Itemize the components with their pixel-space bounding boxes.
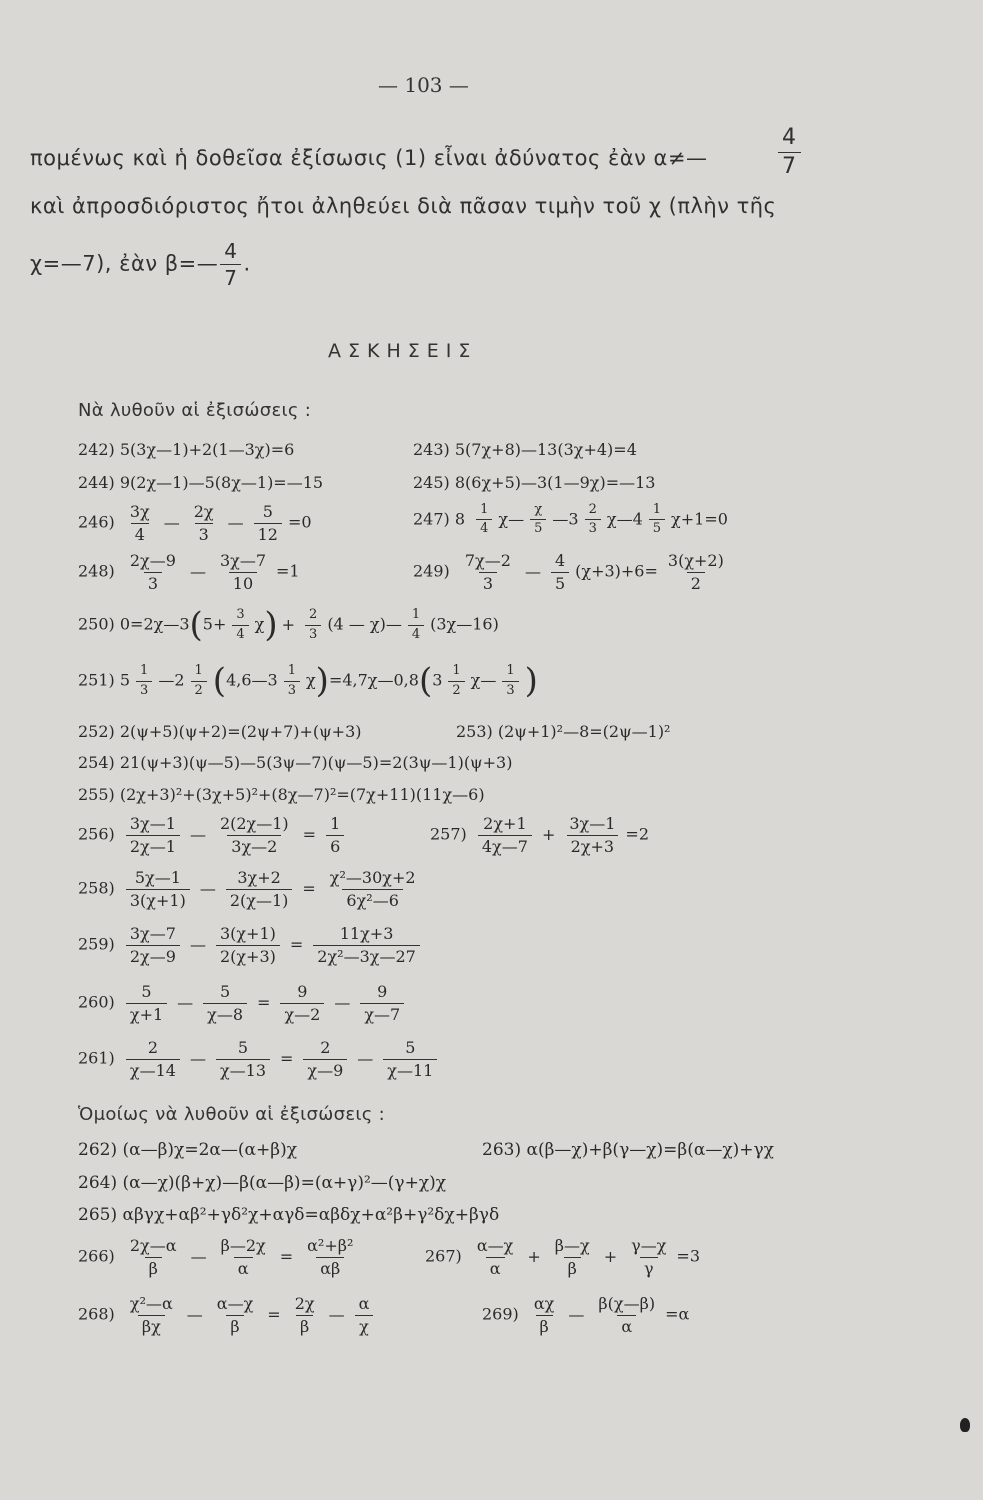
operator: — (189, 824, 206, 844)
exercise-268 (78, 1295, 379, 1335)
intro-line-3-text: χ=—7), ἐὰν β=— (30, 251, 219, 276)
denominator: χ (355, 1315, 373, 1336)
numerator: 5 (237, 1038, 249, 1057)
numerator: 4 (554, 551, 566, 570)
denominator: 3(χ+1) (126, 889, 190, 910)
numerator: 9 (377, 982, 388, 1001)
denominator: αβ (316, 1257, 344, 1278)
term: —3 (552, 509, 579, 529)
numerator: 3(χ+2) (667, 551, 724, 570)
numerator: 2 (588, 502, 597, 517)
denominator: χ—8 (203, 1003, 247, 1024)
paren: ) (315, 661, 329, 701)
denominator: 2 (448, 681, 464, 698)
operator: — (190, 1246, 207, 1266)
numerator: β(χ—β) (598, 1294, 656, 1313)
denominator: 3 (195, 523, 213, 544)
denominator: 12 (254, 523, 282, 544)
numerator: α—χ (216, 1294, 254, 1313)
numerator: 2 (147, 1038, 158, 1057)
term: χ—4 (606, 509, 643, 529)
intro-fraction-1 (772, 126, 807, 179)
exercise-264: 264) (α—χ)(β+χ)—β(α—β)=(α+γ)²—(γ+χ)χ (78, 1173, 447, 1193)
denominator: 2χ+3 (567, 835, 618, 856)
ink-mark (960, 1418, 970, 1432)
exercise-260 (78, 983, 410, 1023)
numerator: 5 (220, 982, 231, 1001)
operator: + (281, 614, 296, 634)
term: χ— (470, 670, 497, 690)
numerator: 1 (411, 607, 421, 623)
exercise-257 (430, 815, 649, 855)
exercise-259 (78, 925, 426, 965)
exercise-255: 255) (2χ+3)²+(3χ+5)²+(8χ—7)²=(7χ+11)(11χ—6) (78, 785, 485, 804)
exercise-246 (78, 503, 312, 543)
numerator: αχ (533, 1294, 555, 1313)
term: =4,7χ—0,8 (328, 670, 419, 690)
denominator: χ—14 (126, 1059, 180, 1080)
numerator: 7χ—2 (464, 551, 511, 570)
numerator: 3χ—1 (569, 814, 616, 833)
numerator: 1 (330, 814, 341, 833)
exercise-251 (78, 661, 538, 701)
numerator: 3 (236, 607, 245, 623)
operator: = (289, 934, 304, 954)
denominator: 2χ²—3χ—27 (313, 945, 420, 966)
numerator: 2χ (294, 1294, 315, 1313)
operator: = (302, 824, 317, 844)
term: χ— (498, 509, 525, 529)
denominator: 3 (585, 519, 601, 536)
denominator: 5 (530, 519, 546, 536)
exercise-label: 256) (78, 824, 115, 844)
denominator: β (296, 1315, 313, 1336)
numerator: 5χ—1 (134, 868, 181, 887)
operator: — (163, 512, 180, 532)
numerator: 1 (140, 663, 149, 679)
numerator: 2χ—9 (129, 551, 176, 570)
denominator: 2 (687, 572, 705, 593)
denominator: χ—7 (360, 1003, 404, 1024)
intro-fraction-2-num: 4 (224, 239, 238, 263)
intro-fraction-2-den: 7 (220, 264, 241, 289)
denominator: χ—2 (280, 1003, 324, 1024)
intro-line-3-period: . (243, 251, 251, 276)
denominator: 3χ—2 (227, 835, 281, 856)
operator: — (177, 992, 194, 1012)
operator: + (603, 1246, 618, 1266)
denominator: 3 (144, 572, 162, 593)
numerator: 2 (320, 1038, 331, 1057)
instruction-1: Νὰ λυθοῦν αἱ ἐξισώσεις : (78, 400, 312, 421)
operator: + (541, 824, 556, 844)
term: 3 (432, 670, 443, 690)
exercise-254: 254) 21(ψ+3)(ψ—5)—5(3ψ—7)(ψ—5)=2(3ψ—1)(ψ+3) (78, 753, 513, 772)
term: χ (305, 670, 316, 690)
exercise-253: 253) (2ψ+1)²—8=(2ψ—1)² (456, 722, 671, 741)
operator: = (302, 878, 316, 898)
denominator: 4χ—7 (478, 835, 532, 856)
exercise-label: 268) (78, 1304, 115, 1324)
intro-fraction-1-den: 7 (778, 152, 801, 179)
denominator: 3 (284, 681, 300, 698)
denominator: 3 (502, 681, 518, 698)
numerator: 2χ (193, 502, 214, 521)
numerator: 2χ+1 (483, 814, 527, 833)
operator: — (189, 1048, 206, 1068)
denominator: α (234, 1257, 253, 1278)
denominator: 2χ—9 (126, 945, 180, 966)
intro-line-3 (30, 240, 251, 289)
exercise-261 (78, 1039, 443, 1079)
denominator: 4 (131, 523, 149, 544)
denominator: χ—9 (303, 1059, 347, 1080)
equation-tail: =2 (625, 824, 649, 844)
numerator: 1 (287, 663, 296, 679)
exercise-263: 263) α(β—χ)+β(γ—χ)=β(α—χ)+γχ (482, 1140, 774, 1160)
numerator: α (358, 1294, 370, 1313)
denominator: 4 (476, 519, 492, 536)
instruction-2: Ὁμοίως νὰ λυθοῦν αἱ ἐξισώσεις : (78, 1104, 386, 1125)
operator: — (227, 512, 244, 532)
denominator: 2(χ+3) (216, 945, 280, 966)
denominator: 3 (305, 625, 321, 642)
section-heading: ΑΣΚΗΣΕΙΣ (328, 340, 478, 362)
denominator: 3 (136, 681, 152, 698)
exercise-label: 250) 0=2χ—3 (78, 614, 190, 634)
exercise-label: 261) (78, 1048, 115, 1068)
exercise-249 (413, 552, 734, 592)
operator: — (357, 1048, 374, 1068)
exercise-label: 267) (425, 1246, 462, 1266)
denominator: χ—11 (383, 1059, 437, 1080)
exercise-label: 269) (482, 1304, 519, 1324)
exercise-label: 259) (78, 934, 115, 954)
denominator: 5 (649, 519, 665, 536)
exercise-267 (425, 1237, 700, 1277)
exercise-label: 251) 5 (78, 670, 131, 690)
numerator: γ—χ (631, 1236, 667, 1255)
denominator: 4 (408, 625, 424, 642)
numerator: 11χ+3 (339, 924, 394, 943)
exercise-247 (413, 503, 728, 537)
paren: ) (264, 605, 278, 645)
intro-line-2: καὶ ἀπροσδιόριστος ἤτοι ἀληθεύει διὰ πᾶσαν τιμὴν τοῦ χ (πλὴν τῆς (30, 194, 777, 218)
numerator: 9 (297, 982, 308, 1001)
term: (4 — χ)— (327, 614, 402, 634)
numerator: χ²—30χ+2 (329, 868, 416, 887)
exercise-266 (78, 1237, 363, 1277)
term: —2 (158, 670, 185, 690)
numerator: 1 (506, 663, 515, 679)
numerator: 1 (652, 502, 662, 517)
numerator: 5 (405, 1038, 416, 1057)
term: χ (254, 614, 265, 634)
term: (χ+3)+6= (575, 561, 658, 581)
equation-tail: =α (665, 1304, 690, 1324)
operator: = (257, 992, 271, 1012)
page-number: — 103 — (378, 73, 469, 97)
numerator: 3χ—1 (129, 814, 176, 833)
denominator: 2(χ—1) (226, 889, 293, 910)
denominator: β (536, 1315, 553, 1336)
exercise-262: 262) (α—β)χ=2α—(α+β)χ (78, 1140, 298, 1160)
operator: = (279, 1246, 294, 1266)
operator: — (189, 934, 206, 954)
numerator: 3(χ+1) (219, 924, 276, 943)
operator: — (328, 1304, 345, 1324)
exercise-248 (78, 552, 300, 592)
numerator: 1 (194, 663, 203, 679)
operator: + (527, 1246, 541, 1266)
numerator: 2 (309, 607, 318, 623)
operator: — (189, 561, 206, 581)
denominator: βχ (138, 1315, 165, 1336)
numerator: χ (534, 502, 543, 517)
term: 5+ (202, 614, 227, 634)
numerator: 1 (452, 663, 461, 679)
equation-tail: χ+1=0 (671, 509, 728, 529)
paren: ) (524, 661, 538, 701)
exercise-label: 246) (78, 512, 115, 532)
denominator: β (145, 1257, 162, 1278)
operator: — (524, 561, 541, 581)
denominator: 2χ—1 (126, 835, 180, 856)
denominator: 2 (191, 681, 207, 698)
numerator: α²+β² (307, 1236, 354, 1255)
denominator: 6 (326, 835, 344, 856)
operator: — (186, 1304, 203, 1324)
denominator: χ+1 (126, 1003, 167, 1024)
exercise-245: 245) 8(6χ+5)—3(1—9χ)=—13 (413, 473, 656, 492)
denominator: γ (640, 1257, 658, 1278)
equation-tail: =3 (676, 1246, 700, 1266)
operator: = (267, 1304, 281, 1324)
exercise-252: 252) 2(ψ+5)(ψ+2)=(2ψ+7)+(ψ+3) (78, 722, 362, 741)
numerator: 5 (262, 502, 273, 521)
intro-line-1 (30, 146, 708, 170)
term: (3χ—16) (430, 614, 499, 634)
numerator: 2(2χ—1) (219, 814, 289, 833)
intro-line-1-text: πομένως καὶ ἡ δοθεῖσα ἐξίσωσις (1) εἶναι ἀδύνατος ἐὰν α (30, 146, 668, 170)
exercise-244: 244) 9(2χ—1)—5(8χ—1)=—15 (78, 473, 324, 492)
numerator: α—χ (476, 1236, 514, 1255)
denominator: 10 (229, 572, 257, 593)
operator: = (280, 1048, 294, 1068)
exercise-265: 265) αβγχ+αβ²+γδ²χ+αγδ=αβδχ+α²β+γ²δχ+βγδ (78, 1205, 500, 1225)
numerator: 3χ—7 (129, 924, 176, 943)
numerator: 1 (480, 502, 489, 517)
denominator: χ—13 (216, 1059, 270, 1080)
numerator: β—χ (554, 1236, 590, 1255)
paren: ( (189, 605, 203, 645)
denominator: 5 (551, 572, 569, 593)
denominator: β (564, 1257, 581, 1278)
operator: — (199, 878, 216, 898)
operator: — (334, 992, 351, 1012)
paren: ( (418, 661, 433, 701)
equation-tail: =0 (287, 512, 312, 532)
numerator: 3χ+2 (237, 868, 281, 887)
denominator: α (617, 1315, 636, 1336)
operator: — (568, 1304, 585, 1324)
exercise-label: 260) (78, 992, 115, 1012)
exercise-250 (78, 605, 499, 645)
intro-fraction-1-num: 4 (782, 125, 797, 150)
exercise-256 (78, 815, 350, 855)
exercise-label: 247) 8 (413, 509, 466, 529)
exercise-label: 248) (78, 561, 115, 581)
exercise-label: 258) (78, 878, 115, 898)
exercise-label: 257) (430, 824, 467, 844)
term: 4,6—3 (226, 670, 278, 690)
exercise-label: 266) (78, 1246, 115, 1266)
denominator: 6χ²—6 (342, 889, 402, 910)
numerator: 3χ—7 (219, 551, 266, 570)
equation-tail: =1 (276, 561, 300, 581)
exercise-242: 242) 5(3χ—1)+2(1—3χ)=6 (78, 440, 295, 459)
numerator: 2χ—α (129, 1236, 177, 1255)
exercise-label: 249) (413, 561, 450, 581)
numerator: β—2χ (220, 1236, 266, 1255)
exercise-269 (482, 1295, 689, 1335)
numerator: 3χ (129, 502, 150, 521)
denominator: 4 (232, 625, 248, 642)
exercise-243: 243) 5(7χ+8)—13(3χ+4)=4 (413, 440, 637, 459)
exercise-258 (78, 869, 426, 909)
numerator: χ²—α (129, 1294, 173, 1313)
paren: ( (212, 661, 227, 701)
denominator: 3 (479, 572, 497, 593)
denominator: α (486, 1257, 505, 1278)
numerator: 5 (141, 982, 152, 1001)
not-equal-sign: ≠— (667, 146, 708, 170)
denominator: β (226, 1315, 243, 1336)
